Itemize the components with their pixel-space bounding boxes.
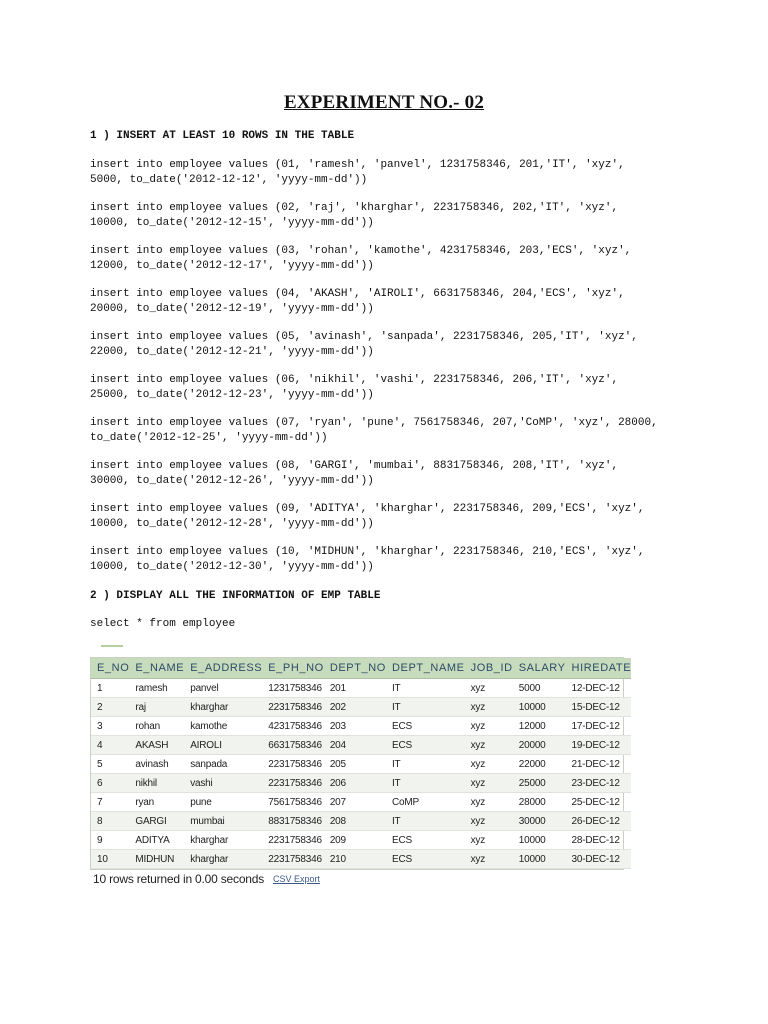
insert-statement-line: 12000, to_date('2012-12-17', 'yyyy-mm-dd')) xyxy=(90,260,374,272)
table-cell: xyz xyxy=(465,717,513,736)
table-cell: 19-DEC-12 xyxy=(566,736,632,755)
insert-statement-line: to_date('2012-12-25', 'yyyy-mm-dd')) xyxy=(90,432,328,444)
table-cell: 3 xyxy=(91,717,129,736)
table-cell: IT xyxy=(386,812,465,831)
insert-statement-line: insert into employee values (10, 'MIDHUN', 'kharghar', 2231758346, 210,'ECS', 'xyz', xyxy=(90,546,645,558)
table-cell: xyz xyxy=(465,812,513,831)
insert-statement-line: insert into employee values (06, 'nikhil', 'vashi', 2231758346, 206,'IT', 'xyz', xyxy=(90,374,619,386)
table-cell: ECS xyxy=(386,717,465,736)
table-cell: xyz xyxy=(465,850,513,869)
insert-statement-line: 10000, to_date('2012-12-15', 'yyyy-mm-dd')) xyxy=(90,217,374,229)
table-cell: 23-DEC-12 xyxy=(566,774,632,793)
column-header[interactable]: HIREDATE xyxy=(566,658,632,679)
table-cell: 12-DEC-12 xyxy=(566,679,632,698)
table-cell: 7561758346 xyxy=(262,793,324,812)
result-table-container xyxy=(90,657,632,870)
insert-statement-line: insert into employee values (09, 'ADITYA', 'kharghar', 2231758346, 209,'ECS', 'xyz', xyxy=(90,503,645,515)
section-2-heading: 2 ) DISPLAY ALL THE INFORMATION OF EMP TABLE xyxy=(90,590,381,602)
table-cell: ADITYA xyxy=(129,831,184,850)
table-cell: 204 xyxy=(324,736,386,755)
table-cell: 210 xyxy=(324,850,386,869)
rows-returned-note: 10 rows returned in 0.00 seconds xyxy=(93,872,265,886)
table-cell: mumbai xyxy=(184,812,262,831)
table-cell: kharghar xyxy=(184,831,262,850)
table-cell: xyz xyxy=(465,736,513,755)
select-query: select * from employee xyxy=(90,618,236,630)
table-cell: nikhil xyxy=(129,774,184,793)
insert-statement-line: insert into employee values (05, 'avinash', 'sanpada', 2231758346, 205,'IT', 'xyz', xyxy=(90,331,638,343)
insert-statement-line: insert into employee values (02, 'raj', 'kharghar', 2231758346, 202,'IT', 'xyz', xyxy=(90,202,619,214)
insert-statement-line: 5000, to_date('2012-12-12', 'yyyy-mm-dd')) xyxy=(90,174,368,186)
insert-statement-line: 10000, to_date('2012-12-28', 'yyyy-mm-dd')) xyxy=(90,518,374,530)
table-cell: xyz xyxy=(465,774,513,793)
table-cell: AKASH xyxy=(129,736,184,755)
table-cell: 30000 xyxy=(513,812,566,831)
insert-statement-line: 30000, to_date('2012-12-26', 'yyyy-mm-dd')) xyxy=(90,475,374,487)
employee-result-table xyxy=(91,658,631,869)
table-row xyxy=(91,793,631,812)
table-cell: 25-DEC-12 xyxy=(566,793,632,812)
column-header[interactable]: DEPT_NAME xyxy=(386,658,465,679)
insert-statement-line: insert into employee values (08, 'GARGI', 'mumbai', 8831758346, 208,'IT', 'xyz', xyxy=(90,460,619,472)
table-row xyxy=(91,812,631,831)
insert-statement-line: insert into employee values (07, 'ryan', 'pune', 7561758346, 207,'CoMP', 'xyz', 28000, xyxy=(90,417,658,429)
table-cell: 30-DEC-12 xyxy=(566,850,632,869)
page-title: EXPERIMENT NO.- 02 xyxy=(283,92,485,113)
table-cell: 208 xyxy=(324,812,386,831)
column-header[interactable]: DEPT_NO xyxy=(324,658,386,679)
table-cell: ramesh xyxy=(129,679,184,698)
table-row xyxy=(91,755,631,774)
table-cell: 28000 xyxy=(513,793,566,812)
table-cell: 15-DEC-12 xyxy=(566,698,632,717)
table-row xyxy=(91,679,631,698)
table-cell: 7 xyxy=(91,793,129,812)
table-cell: 2231758346 xyxy=(262,774,324,793)
table-cell: 25000 xyxy=(513,774,566,793)
table-cell: 17-DEC-12 xyxy=(566,717,632,736)
table-row xyxy=(91,831,631,850)
table-cell: 2231758346 xyxy=(262,698,324,717)
table-row xyxy=(91,698,631,717)
table-cell: 26-DEC-12 xyxy=(566,812,632,831)
table-cell: 12000 xyxy=(513,717,566,736)
table-cell: 6631758346 xyxy=(262,736,324,755)
table-cell: 205 xyxy=(324,755,386,774)
insert-statement-line: 22000, to_date('2012-12-21', 'yyyy-mm-dd')) xyxy=(90,346,374,358)
table-cell: panvel xyxy=(184,679,262,698)
table-cell: xyz xyxy=(465,793,513,812)
table-cell: avinash xyxy=(129,755,184,774)
table-cell: rohan xyxy=(129,717,184,736)
result-tab-indicator xyxy=(101,645,123,647)
table-cell: 10000 xyxy=(513,698,566,717)
table-cell: ECS xyxy=(386,736,465,755)
table-cell: 201 xyxy=(324,679,386,698)
table-row xyxy=(91,850,631,869)
table-cell: 4 xyxy=(91,736,129,755)
column-header[interactable]: SALARY xyxy=(513,658,566,679)
table-cell: 2 xyxy=(91,698,129,717)
column-header[interactable]: E_NO xyxy=(91,658,129,679)
table-cell: kharghar xyxy=(184,850,262,869)
table-cell: 2231758346 xyxy=(262,755,324,774)
table-cell: IT xyxy=(386,755,465,774)
table-cell: 207 xyxy=(324,793,386,812)
table-cell: 10000 xyxy=(513,831,566,850)
table-cell: IT xyxy=(386,698,465,717)
table-cell: 2231758346 xyxy=(262,831,324,850)
column-header[interactable]: E_PH_NO xyxy=(262,658,324,679)
insert-statement-line: insert into employee values (01, 'ramesh', 'panvel', 1231758346, 201,'IT', 'xyz', xyxy=(90,159,625,171)
table-cell: 5000 xyxy=(513,679,566,698)
table-cell: 2231758346 xyxy=(262,850,324,869)
table-cell: 5 xyxy=(91,755,129,774)
table-cell: 1 xyxy=(91,679,129,698)
table-cell: 4231758346 xyxy=(262,717,324,736)
table-body xyxy=(91,679,631,869)
table-cell: ECS xyxy=(386,831,465,850)
table-cell: 10000 xyxy=(513,850,566,869)
table-row xyxy=(91,774,631,793)
column-header[interactable]: E_ADDRESS xyxy=(184,658,262,679)
table-cell: 20000 xyxy=(513,736,566,755)
table-cell: CoMP xyxy=(386,793,465,812)
table-cell: 209 xyxy=(324,831,386,850)
table-cell: 8 xyxy=(91,812,129,831)
table-cell: pune xyxy=(184,793,262,812)
table-cell: 8831758346 xyxy=(262,812,324,831)
table-cell: ECS xyxy=(386,850,465,869)
table-cell: xyz xyxy=(465,679,513,698)
table-cell: IT xyxy=(386,774,465,793)
table-cell: 1231758346 xyxy=(262,679,324,698)
insert-statement-line: insert into employee values (03, 'rohan', 'kamothe', 4231758346, 203,'ECS', 'xyz', xyxy=(90,245,632,257)
table-cell: GARGI xyxy=(129,812,184,831)
table-cell: kamothe xyxy=(184,717,262,736)
insert-statement-line: 10000, to_date('2012-12-30', 'yyyy-mm-dd')) xyxy=(90,561,374,573)
table-cell: 21-DEC-12 xyxy=(566,755,632,774)
table-row xyxy=(91,717,631,736)
table-cell: MIDHUN xyxy=(129,850,184,869)
table-cell: raj xyxy=(129,698,184,717)
table-cell: kharghar xyxy=(184,698,262,717)
section-1-heading: 1 ) INSERT AT LEAST 10 ROWS IN THE TABLE xyxy=(90,130,355,142)
table-cell: ryan xyxy=(129,793,184,812)
table-cell: AIROLI xyxy=(184,736,262,755)
table-cell: 202 xyxy=(324,698,386,717)
table-cell: 203 xyxy=(324,717,386,736)
table-cell: 22000 xyxy=(513,755,566,774)
table-cell: 9 xyxy=(91,831,129,850)
column-header[interactable]: E_NAME xyxy=(129,658,184,679)
insert-statement-line: 25000, to_date('2012-12-23', 'yyyy-mm-dd')) xyxy=(90,389,374,401)
table-cell: xyz xyxy=(465,831,513,850)
table-cell: xyz xyxy=(465,698,513,717)
insert-statement-line: insert into employee values (04, 'AKASH', 'AIROLI', 6631758346, 204,'ECS', 'xyz', xyxy=(90,288,625,300)
table-header-row xyxy=(91,658,631,679)
csv-export-link[interactable]: CSV Export xyxy=(273,874,321,884)
insert-statement-line: 20000, to_date('2012-12-19', 'yyyy-mm-dd')) xyxy=(90,303,374,315)
table-cell: IT xyxy=(386,679,465,698)
table-cell: sanpada xyxy=(184,755,262,774)
table-row xyxy=(91,736,631,755)
table-cell: 206 xyxy=(324,774,386,793)
table-cell: 10 xyxy=(91,850,129,869)
table-cell: xyz xyxy=(465,755,513,774)
column-header[interactable]: JOB_ID xyxy=(465,658,513,679)
table-cell: 6 xyxy=(91,774,129,793)
table-cell: 28-DEC-12 xyxy=(566,831,632,850)
table-cell: vashi xyxy=(184,774,262,793)
